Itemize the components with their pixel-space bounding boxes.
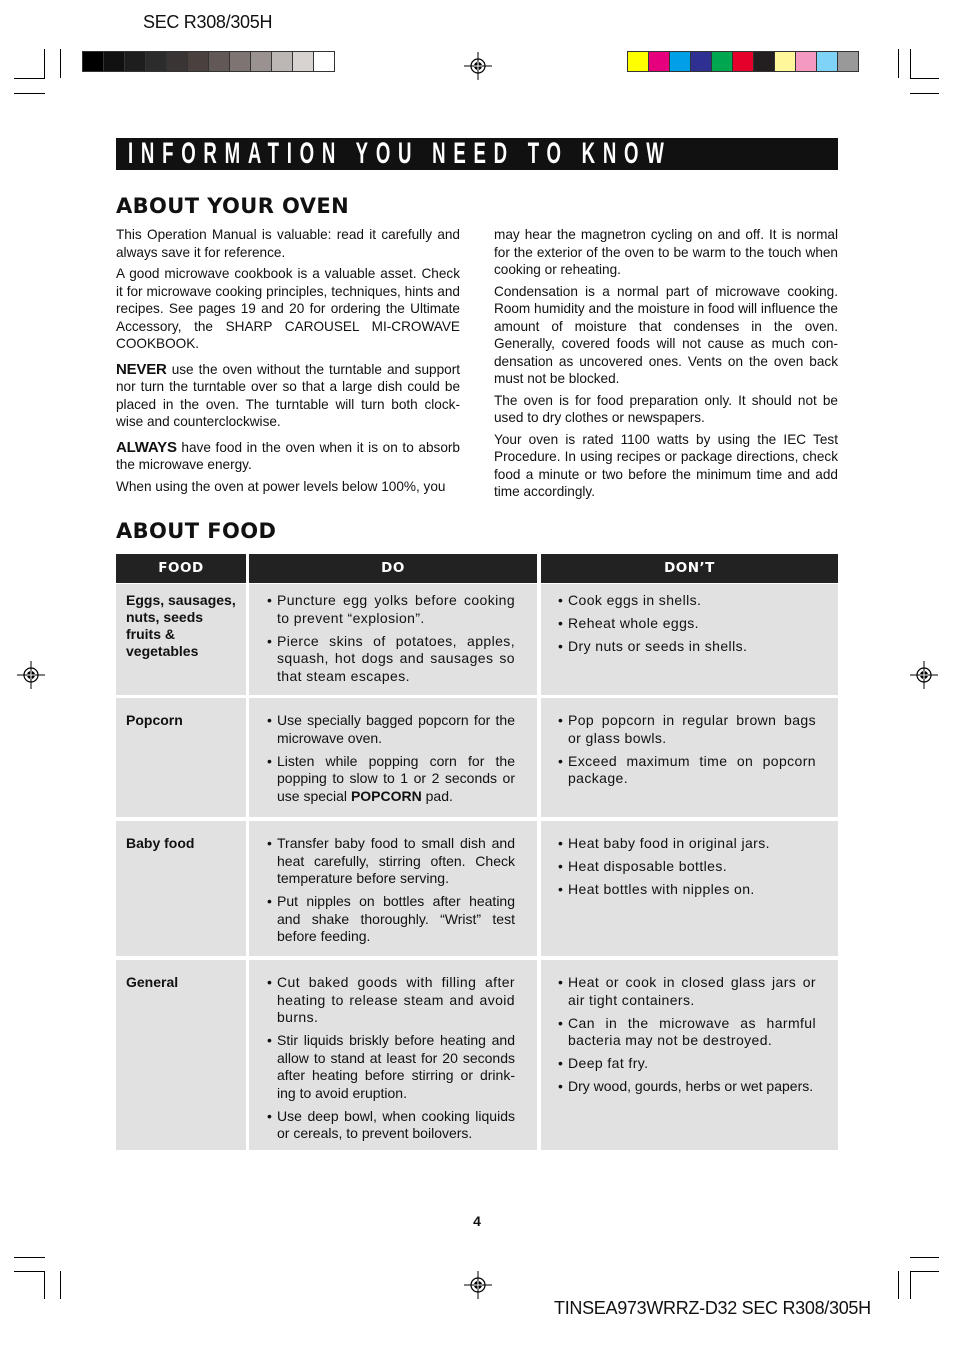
dont-item: • Dry wood, gourds, herbs or wet papers. — [568, 1078, 816, 1096]
color-swatch — [690, 51, 712, 72]
dont-item: • Cook eggs in shells. — [568, 592, 816, 610]
gray-swatch — [208, 51, 230, 72]
table-row-food-cell — [116, 821, 246, 956]
gray-swatch — [166, 51, 188, 72]
gray-swatch — [250, 51, 272, 72]
table-row-dont-cell — [541, 960, 838, 1150]
grayscale-calibration-bar — [82, 51, 334, 72]
dont-item: • Reheat whole eggs. — [568, 615, 816, 633]
food-category: General — [126, 974, 179, 990]
popcorn-pad-label: POPCORN — [350, 787, 422, 804]
do-item: • Use specially bagged popcorn for the microwave oven. — [277, 712, 515, 747]
color-swatch — [753, 51, 775, 72]
oven-paragraph: The oven is for food preparation only. It should not be used to dry clothes or newspapers. — [494, 392, 838, 425]
dont-item: • Heat or cook in closed glass jars or air tight containers. — [568, 974, 816, 1009]
color-swatch — [816, 51, 838, 72]
dont-item: • Heat disposable bottles. — [568, 858, 816, 876]
footer-document-code: TINSEA973WRRZ-D32 SEC R308/305H — [554, 1298, 871, 1318]
banner-title: INFORMATION YOU NEED TO KNOW — [128, 137, 672, 170]
gray-swatch — [145, 51, 167, 72]
table-row-food-cell — [116, 960, 246, 1150]
page-number: 4 — [473, 1213, 481, 1229]
always-text: have food in the oven when it is on to absorb the microwave energy. — [116, 439, 460, 472]
table-row-dont-cell — [541, 698, 838, 817]
do-item: • Stir liquids briskly before heating and allow to stand at least for 20 seconds after heating before stirring or drink-ing to avoid eruption. — [277, 1032, 515, 1102]
oven-paragraph: This Operation Manual is valuable: read it carefully and always save it for reference. — [116, 227, 460, 260]
registration-mark-left — [17, 661, 45, 689]
column-header-do: DO — [249, 554, 537, 583]
column-header-dont: DON’T — [541, 554, 838, 583]
oven-paragraph: Your oven is rated 1100 watts by using the IEC Test Procedure. In using recipes or package directions, check food a minute or two before the minimum time and add time accordingly. — [494, 431, 838, 499]
table-row-food-cell — [116, 698, 246, 817]
color-swatch — [648, 51, 670, 72]
oven-always-paragraph — [116, 439, 460, 474]
gray-swatch — [292, 51, 314, 72]
do-item — [277, 753, 515, 806]
color-calibration-bar — [627, 51, 858, 72]
column-header-food: FOOD — [116, 554, 246, 583]
about-oven-column-right — [494, 226, 838, 505]
about-food-heading: ABOUT FOOD — [116, 519, 277, 543]
dont-item: • Heat baby food in original jars. — [568, 835, 816, 853]
do-item: • Put nipples on bottles after heating and shake thoroughly. “Wrist” test before feeding. — [277, 893, 515, 946]
table-row-dont-cell — [541, 821, 838, 956]
food-category: Baby food — [126, 835, 195, 851]
page-banner — [116, 138, 838, 170]
gray-swatch — [229, 51, 251, 72]
color-swatch — [627, 51, 649, 72]
header-document-code: SEC R308/305H — [143, 12, 273, 32]
oven-paragraph: Condensation is a normal part of microwave cooking. Room humidity and the moisture in food will influence the amount of moisture that condenses in the oven. Generally, covered foods will not cause as much con-densation as uncovered ones. Vents on the oven back must not be blocked. — [494, 283, 838, 386]
color-swatch — [795, 51, 817, 72]
about-oven-column-left — [116, 226, 460, 499]
do-item: • Pierce skins of potatoes, apples, squash, hot dogs and sausages so that steam escapes. — [277, 633, 515, 686]
dont-item: • Heat bottles with nipples on. — [568, 881, 816, 899]
do-item: • Use deep bowl, when cooking liquids or cereals, to prevent boilovers. — [277, 1108, 515, 1143]
gray-swatch — [124, 51, 146, 72]
food-category: Popcorn — [126, 712, 183, 728]
dont-item: • Can in the microwave as harmful bacteria may not be destroyed. — [568, 1015, 816, 1050]
table-row-do-cell — [249, 698, 537, 817]
gray-swatch — [271, 51, 293, 72]
table-row-do-cell — [249, 960, 537, 1150]
gray-swatch — [82, 51, 104, 72]
food-category: Eggs, sausages, nuts, seeds fruits & vegetables — [126, 592, 236, 659]
gray-swatch — [313, 51, 335, 72]
registration-mark-right — [910, 661, 938, 689]
do-item-text: Listen while popping corn for the popping to slow to 1 or 2 seconds or use special — [277, 752, 515, 804]
do-item: • Cut baked goods with filling after heating to release steam and avoid burns. — [277, 974, 515, 1027]
color-swatch — [732, 51, 754, 72]
oven-never-paragraph — [116, 361, 460, 431]
registration-mark-top — [464, 52, 492, 80]
dont-item: • Exceed maximum time on popcorn package. — [568, 753, 816, 788]
registration-mark-bottom — [464, 1271, 492, 1299]
oven-paragraph: may hear the magnetron cycling on and off. It is normal for the exterior of the oven to be warm to the touch when cooking or reheating. — [494, 227, 838, 277]
table-row-do-cell — [249, 584, 537, 695]
do-item-text: pad. — [421, 787, 453, 804]
always-lead-word: ALWAYS — [116, 438, 177, 456]
table-row-food-cell — [116, 584, 246, 695]
color-swatch — [774, 51, 796, 72]
color-swatch — [711, 51, 733, 72]
dont-item: • Dry nuts or seeds in shells. — [568, 638, 816, 656]
dont-item: • Pop popcorn in regular brown bags or glass bowls. — [568, 712, 816, 747]
never-lead-word: NEVER — [116, 360, 167, 378]
color-swatch — [837, 51, 859, 72]
table-row-dont-cell — [541, 584, 838, 695]
color-swatch — [669, 51, 691, 72]
oven-paragraph: A good microwave cookbook is a valuable asset. Check it for microwave cooking principles, techniques, hints and recipes. See pages 19 and 20 for ordering the Ultimate Accessory, the SHARP CAROUSEL MI-CROWAVE COOKBOOK. — [116, 266, 460, 351]
gray-swatch — [103, 51, 125, 72]
never-text: use the oven without the turntable and support nor turn the turntable over so that a large dish could be placed in the oven. The turntable will turn both clock-wise and counterclockwise. — [116, 361, 460, 429]
do-item: • Puncture egg yolks before cooking to prevent “explosion”. — [277, 592, 515, 627]
about-oven-heading: ABOUT YOUR OVEN — [116, 194, 350, 218]
gray-swatch — [187, 51, 209, 72]
dont-item: • Deep fat fry. — [568, 1055, 816, 1073]
do-item: • Transfer baby food to small dish and heat carefully, stirring often. Check temperature before serving. — [277, 835, 515, 888]
oven-paragraph: When using the oven at power levels below 100%, you — [116, 478, 446, 494]
table-row-do-cell — [249, 821, 537, 956]
